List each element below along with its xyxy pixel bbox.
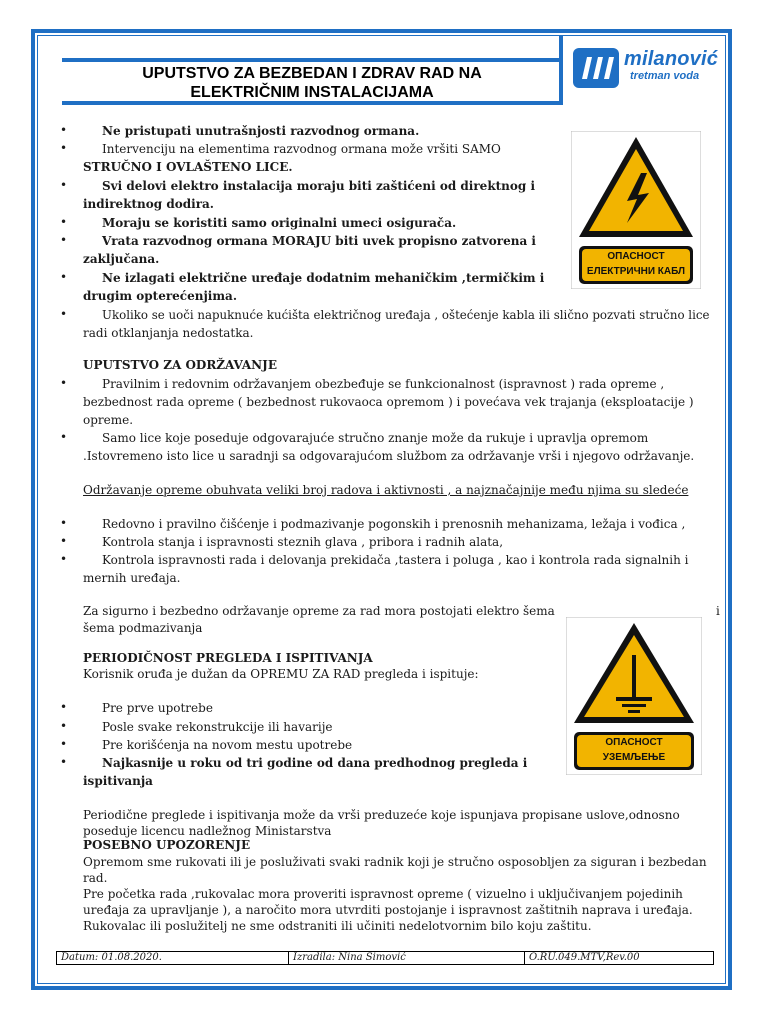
inspection-authority: Periodične preglede i ispitivanja može da vrši preduzeće koje ispunjava propisane uslove,odnosno: [83, 808, 680, 822]
safety-rule-4: Moraju se koristiti samo originalni umeci osigurača.: [102, 216, 457, 230]
company-logo: [570, 45, 728, 93]
bullet-icon: •: [60, 141, 68, 155]
bullet-icon: •: [60, 552, 68, 566]
bullet-icon: •: [60, 178, 68, 192]
bullet-icon: •: [60, 700, 68, 714]
special-warning-1-cont: rad.: [83, 871, 108, 885]
inspection-item-1: Pre prve upotrebe: [102, 701, 213, 715]
special-warning-2: Pre početka rada ,rukovalac mora proveriti ispravnost opreme ( vizuelno i uključivanjem pojedinih: [83, 887, 683, 901]
schematics-note-conj: i: [716, 604, 720, 618]
sign-1-line-1: ОПАСНОСТ: [607, 251, 665, 262]
bullet-icon: •: [60, 233, 68, 247]
maintenance-task-3: Kontrola ispravnosti rada i delovanja prekidača ,tastera i poluga , kao i kontrola rada signalnih i: [102, 553, 689, 567]
special-warning-2-cont: uređaja za upravljanje ), a naročito mora utvrditi postojanje i ispravnost zaštitnih naprava i uređaja.: [83, 903, 693, 917]
inspection-intro: Korisnik oruđa je dužan da OPREMU ZA RAD pregleda i ispituje:: [83, 667, 479, 681]
bullet-icon: •: [60, 376, 68, 390]
bullet-icon: •: [60, 307, 68, 321]
safety-rule-7: Ukoliko se uoči napuknuće kućišta električnog uređaja , oštećenje kabla ili slično pozvati stručno lice: [102, 308, 710, 322]
bullet-icon: •: [60, 516, 68, 530]
safety-rule-3-cont: indirektnog dodira.: [83, 197, 214, 211]
safety-rule-2: Intervenciju na elementima razvodnog ormana može vršiti SAMO: [102, 142, 501, 156]
title-line-1: UPUTSTVO ZA BEZBEDAN I ZDRAV RAD NA: [142, 65, 482, 82]
document-title: [66, 64, 558, 102]
logo-mark-icon: [573, 48, 619, 88]
header-rule-top: [62, 58, 559, 62]
maintenance-para-1-end: opreme.: [83, 413, 134, 427]
maintenance-para-2-cont: .Istovremeno isto lice u saradnji sa odgovarajućom službom za održavanje vrši i njegovo održavanje.: [83, 449, 695, 463]
safety-rule-5-cont: zaključana.: [83, 252, 160, 266]
bullet-icon: •: [60, 430, 68, 444]
maintenance-task-3-cont: mernih uređaja.: [83, 571, 181, 585]
inspection-item-4-cont: ispitivanja: [83, 774, 153, 788]
sign-1-line-2: ЕЛЕКТРИЧНИ КАБЛ: [586, 266, 686, 277]
bullet-icon: •: [60, 534, 68, 548]
safety-rule-2-cont: STRUČNO I OVLAŠTENO LICE.: [83, 160, 293, 174]
warning-sign-electric-cable: [571, 131, 701, 289]
document-footer: [56, 951, 714, 965]
inspection-heading: PERIODIČNOST PREGLEDA I ISPITIVANJA: [83, 651, 373, 665]
title-line-2: ELEKTRIČNIM INSTALACIJAMA: [190, 84, 434, 101]
sign-2-line-2: УЗЕМЉЕЊЕ: [602, 752, 666, 763]
schematics-note-cont: šema podmazivanja: [83, 621, 203, 635]
bullet-icon: •: [60, 755, 68, 769]
bullet-icon: •: [60, 719, 68, 733]
safety-rule-6-cont: drugim opterećenjima.: [83, 289, 238, 303]
maintenance-para-1: Pravilnim i redovnim održavanjem obezbeđuje se funkcionalnost (ispravnost ) rada opreme ,: [102, 377, 665, 391]
schematics-note: Za sigurno i bezbedno održavanje opreme za rad mora postojati elektro šema: [83, 604, 555, 618]
safety-rule-7-cont: radi otklanjanja nedostatka.: [83, 326, 254, 340]
footer-author: Izradila: Nina Simović: [289, 952, 525, 964]
maintenance-scope-heading: Održavanje opreme obuhvata veliki broj radova i aktivnosti , a najznačajnije među njima su sledeće: [83, 483, 689, 497]
maintenance-heading: UPUTSTVO ZA ODRŽAVANJE: [83, 358, 277, 372]
inspection-item-2: Posle svake rekonstrukcije ili havarije: [102, 720, 333, 734]
bullet-icon: •: [60, 123, 68, 137]
inspection-authority-cont: poseduje licencu nadležnog Ministarstva: [83, 824, 332, 838]
footer-doc-code: O.RU.049.MTV,Rev.00: [529, 952, 640, 963]
safety-rule-6: Ne izlagati električne uređaje dodatnim mehaničkim ,termičkim i: [102, 271, 545, 285]
maintenance-task-2: Kontrola stanja i ispravnosti steznih glava , pribora i radnih alata,: [102, 535, 504, 549]
logo-subtitle: tretman voda: [630, 70, 700, 82]
special-warning-3: Rukovalac ili poslužitelj ne sme odstraniti ili učiniti nedelotvornim bilo koju zaštitu.: [83, 919, 592, 933]
safety-rule-1: Ne pristupati unutrašnjosti razvodnog ormana.: [102, 124, 420, 138]
special-warning-1: Opremom sme rukovati ili je posluživati svaki radnik koji je stručno osposobljen za siguran i bezbedan: [83, 855, 707, 869]
safety-rule-5: Vrata razvodnog ormana MORAJU biti uvek propisno zatvorena i: [102, 234, 536, 248]
inspection-item-4: Najkasnije u roku od tri godine od dana predhodnog pregleda i: [102, 756, 528, 770]
bullet-icon: •: [60, 215, 68, 229]
bullet-icon: •: [60, 737, 68, 751]
sign-2-line-1: ОПАСНОСТ: [605, 737, 663, 748]
maintenance-task-1: Redovno i pravilno čišćenje i podmazivanje pogonskih i prenosnih mehanizama, ležaja i vođica ,: [102, 517, 686, 531]
warning-sign-grounding: [566, 617, 702, 775]
footer-date: Datum: 01.08.2020.: [57, 952, 289, 964]
inspection-item-3: Pre korišćenja na novom mestu upotrebe: [102, 738, 353, 752]
bullet-icon: •: [60, 270, 68, 284]
maintenance-para-1-cont: bezbednost rada opreme ( bezbednost rukovaoca opremom ) i povećava vek trajanja (eksploatacije ): [83, 395, 694, 409]
logo-name: milanović: [624, 48, 719, 70]
maintenance-para-2: Samo lice koje poseduje odgovarajuće stručno znanje može da rukuje i upravlja opremom: [102, 431, 649, 445]
header-divider: [559, 35, 563, 105]
safety-rule-3: Svi delovi elektro instalacija moraju biti zaštićeni od direktnog i: [102, 179, 536, 193]
special-warning-heading: POSEBNO UPOZORENJE: [83, 838, 251, 852]
